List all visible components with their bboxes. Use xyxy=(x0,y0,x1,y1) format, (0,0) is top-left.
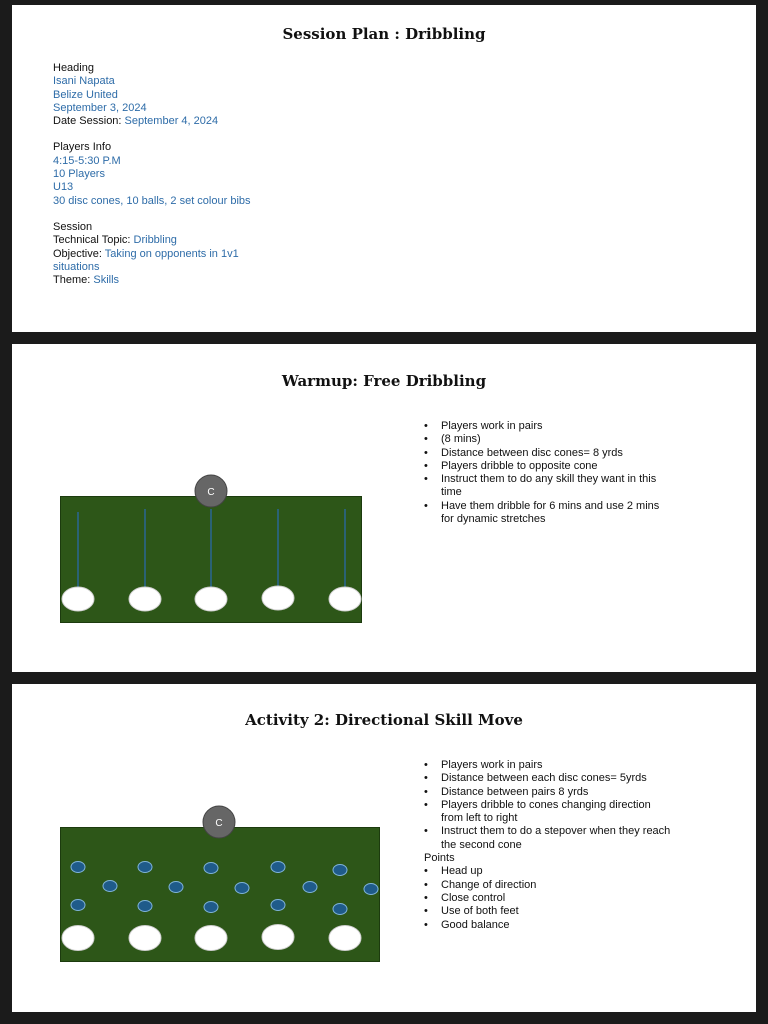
date-session-label: Date Session: xyxy=(53,115,122,128)
coaching-point: • Good balance xyxy=(424,919,674,932)
technical-topic-row xyxy=(53,234,253,247)
large-cone xyxy=(329,587,361,611)
disc-cone xyxy=(364,884,378,895)
disc-cone xyxy=(138,862,152,873)
instruction-item: • Players work in pairs xyxy=(424,759,674,772)
dribble-paths xyxy=(78,509,345,589)
large-cones xyxy=(62,586,361,611)
date-session-row xyxy=(53,115,253,128)
instruction-item: • Have them dribble for 6 mins and use 2 mins for dynamic stretches xyxy=(424,500,674,527)
instruction-item: • Instruct them to do a stepover when they reach the second cone xyxy=(424,825,674,852)
coach-marker-label: C xyxy=(207,487,215,498)
club-name: Belize United xyxy=(53,88,118,101)
activity-2-slide xyxy=(12,684,756,1012)
instruction-item: • Players dribble to cones changing direction from left to right xyxy=(424,799,674,826)
large-cones xyxy=(62,925,361,951)
disc-cone xyxy=(204,902,218,913)
objective-row xyxy=(53,248,253,275)
disc-cone xyxy=(138,901,152,912)
large-cone xyxy=(62,587,94,611)
instruction-item: • Distance between each disc cones= 5yrds xyxy=(424,772,674,785)
large-cone xyxy=(195,587,227,611)
instruction-item: • Players work in pairs xyxy=(424,420,674,433)
disc-cone xyxy=(271,900,285,911)
disc-cone xyxy=(71,900,85,911)
heading-label: Heading xyxy=(53,62,94,74)
large-cone xyxy=(262,586,294,610)
players-info-label: Players Info xyxy=(53,141,112,154)
instruction-item: • Distance between disc cones= 8 yrds xyxy=(424,447,674,460)
objective-label: Objective: xyxy=(53,247,102,260)
session-time: 4:15-5:30 P.M xyxy=(53,154,121,167)
objective-value: Taking on opponents in 1v1 situations xyxy=(53,247,239,273)
disc-cone xyxy=(235,883,249,894)
instruction-item: • Distance between pairs 8 yrds xyxy=(424,786,674,799)
large-cone xyxy=(62,926,94,951)
coaching-point: • Head up xyxy=(424,865,674,878)
disc-cone xyxy=(333,904,347,915)
session-info-block xyxy=(53,62,253,287)
large-cone xyxy=(329,926,361,951)
session-plan-slide xyxy=(12,5,756,332)
equipment: 30 disc cones, 10 balls, 2 set colour bibs xyxy=(53,194,251,207)
instruction-item: • (8 mins) xyxy=(424,433,674,446)
instruction-item: • Instruct them to do any skill they want in this time xyxy=(424,473,674,500)
disc-cone xyxy=(204,863,218,874)
warmup-instructions xyxy=(424,420,674,526)
disc-cone xyxy=(333,865,347,876)
date-session-value: September 4, 2024 xyxy=(124,115,219,128)
disc-cone xyxy=(71,862,85,873)
large-cone xyxy=(129,926,161,951)
theme-row xyxy=(53,274,253,287)
theme-value: Skills xyxy=(93,274,120,287)
disc-cone xyxy=(271,862,285,873)
activity-instructions xyxy=(424,759,674,932)
large-cone xyxy=(129,587,161,611)
slide-title: Session Plan : Dribbling xyxy=(282,25,486,43)
coaching-point: • Close control xyxy=(424,892,674,905)
slide-title: Warmup: Free Dribbling xyxy=(281,372,487,390)
coaching-point: • Change of direction xyxy=(424,879,674,892)
theme-label: Theme: xyxy=(53,274,91,287)
disc-cone xyxy=(169,882,183,893)
technical-topic-label: Technical Topic: xyxy=(53,234,131,247)
coaching-point: • Use of both feet xyxy=(424,905,674,918)
small-disc-cones xyxy=(71,862,378,915)
technical-topic-value: Dribbling xyxy=(133,234,177,247)
disc-cone xyxy=(103,881,117,892)
plan-date: September 3, 2024 xyxy=(53,101,147,114)
slide-title: Activity 2: Directional Skill Move xyxy=(245,711,523,729)
session-label: Session xyxy=(53,220,93,233)
warmup-slide xyxy=(12,344,756,672)
coach-marker-label: C xyxy=(215,818,223,829)
large-cone xyxy=(262,925,294,950)
instruction-item: • Players dribble to opposite cone xyxy=(424,460,674,473)
player-count: 10 Players xyxy=(53,168,105,181)
disc-cone xyxy=(303,882,317,893)
large-cone xyxy=(195,926,227,951)
points-label: Points xyxy=(424,852,455,865)
coach-name: Isani Napata xyxy=(53,75,115,88)
age-group: U13 xyxy=(53,181,74,194)
